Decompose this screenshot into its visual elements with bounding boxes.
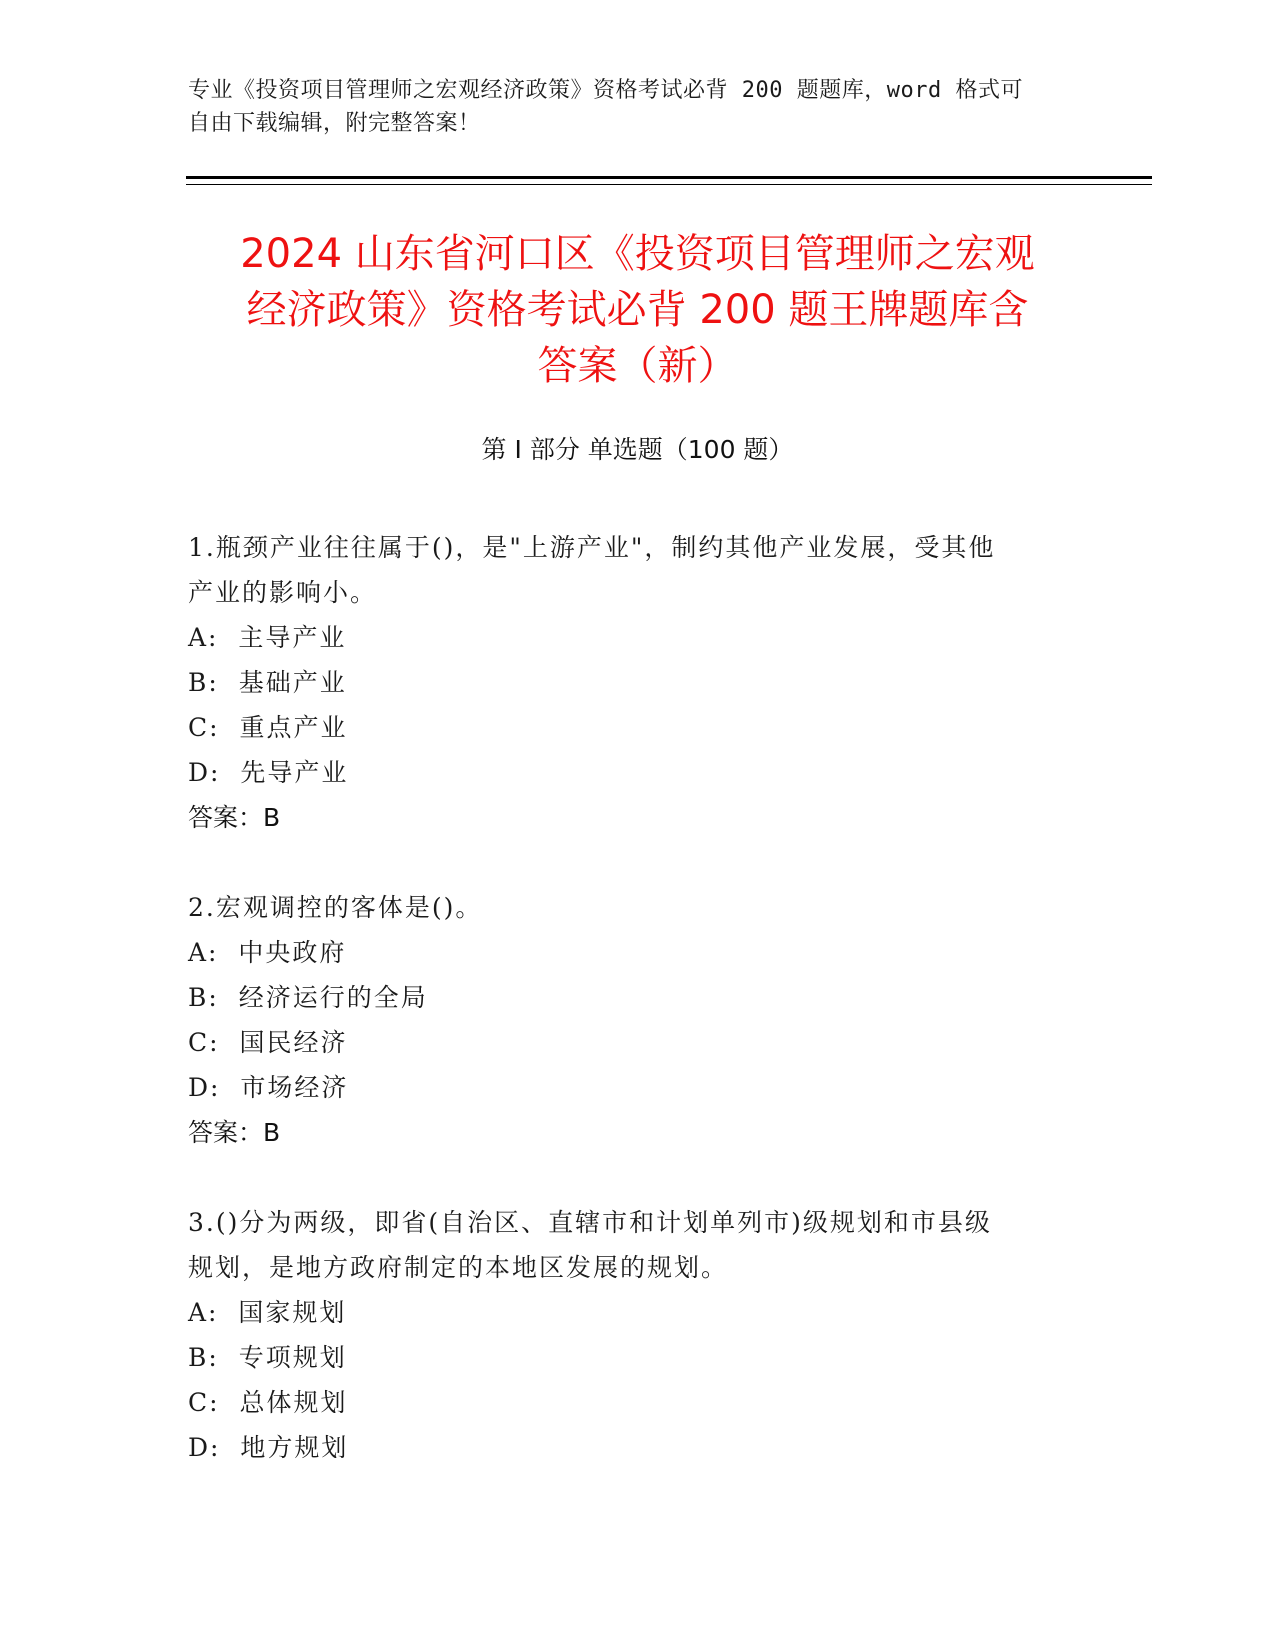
option-d: D: 地方规划: [188, 1433, 349, 1462]
intro-text: [188, 74, 1068, 140]
option-d: D: 市场经济: [188, 1073, 349, 1102]
option-a: A: 国家规划: [188, 1298, 347, 1327]
title-line-1: 2024 山东省河口区《投资项目管理师之宏观: [240, 231, 1035, 277]
question-stem-line: 规划，是地方政府制定的本地区发展的规划。: [188, 1253, 729, 1282]
header-rule-thick: [186, 176, 1152, 179]
question-1: [188, 525, 1068, 840]
question-3: [188, 1200, 1068, 1470]
question-stem-line: 产业的影响小。: [188, 578, 378, 607]
document-title: [170, 226, 1105, 394]
option-b: B: 基础产业: [188, 668, 347, 697]
option-c: C: 国民经济: [188, 1028, 348, 1057]
title-line-3: 答案（新）: [537, 343, 738, 389]
option-c: C: 总体规划: [188, 1388, 348, 1417]
question-2: [188, 885, 1068, 1155]
title-line-2: 经济政策》资格考试必背 200 题王牌题库含: [246, 287, 1029, 333]
question-stem-line: 2.宏观调控的客体是()。: [188, 893, 483, 922]
intro-line-1: 专业《投资项目管理师之宏观经济政策》资格考试必背 200 题题库，word 格式可: [188, 78, 1023, 103]
answer: 答案：B: [188, 803, 281, 832]
section-heading: 第 I 部分 单选题（100 题）: [481, 435, 794, 464]
option-a: A: 中央政府: [188, 938, 347, 967]
question-list: [188, 525, 1068, 1515]
option-d: D: 先导产业: [188, 758, 349, 787]
intro-line-2: 自由下载编辑，附完整答案！: [188, 111, 481, 136]
answer: 答案：B: [188, 1118, 281, 1147]
question-stem-line: 1.瓶颈产业往往属于()，是"上游产业"，制约其他产业发展，受其他: [188, 533, 996, 562]
option-b: B: 经济运行的全局: [188, 983, 428, 1012]
question-stem-line: 3.()分为两级，即省(自治区、直辖市和计划单列市)级规划和市县级: [188, 1208, 992, 1237]
header-rule-thin: [186, 184, 1152, 185]
option-c: C: 重点产业: [188, 713, 348, 742]
option-b: B: 专项规划: [188, 1343, 347, 1372]
option-a: A: 主导产业: [188, 623, 347, 652]
